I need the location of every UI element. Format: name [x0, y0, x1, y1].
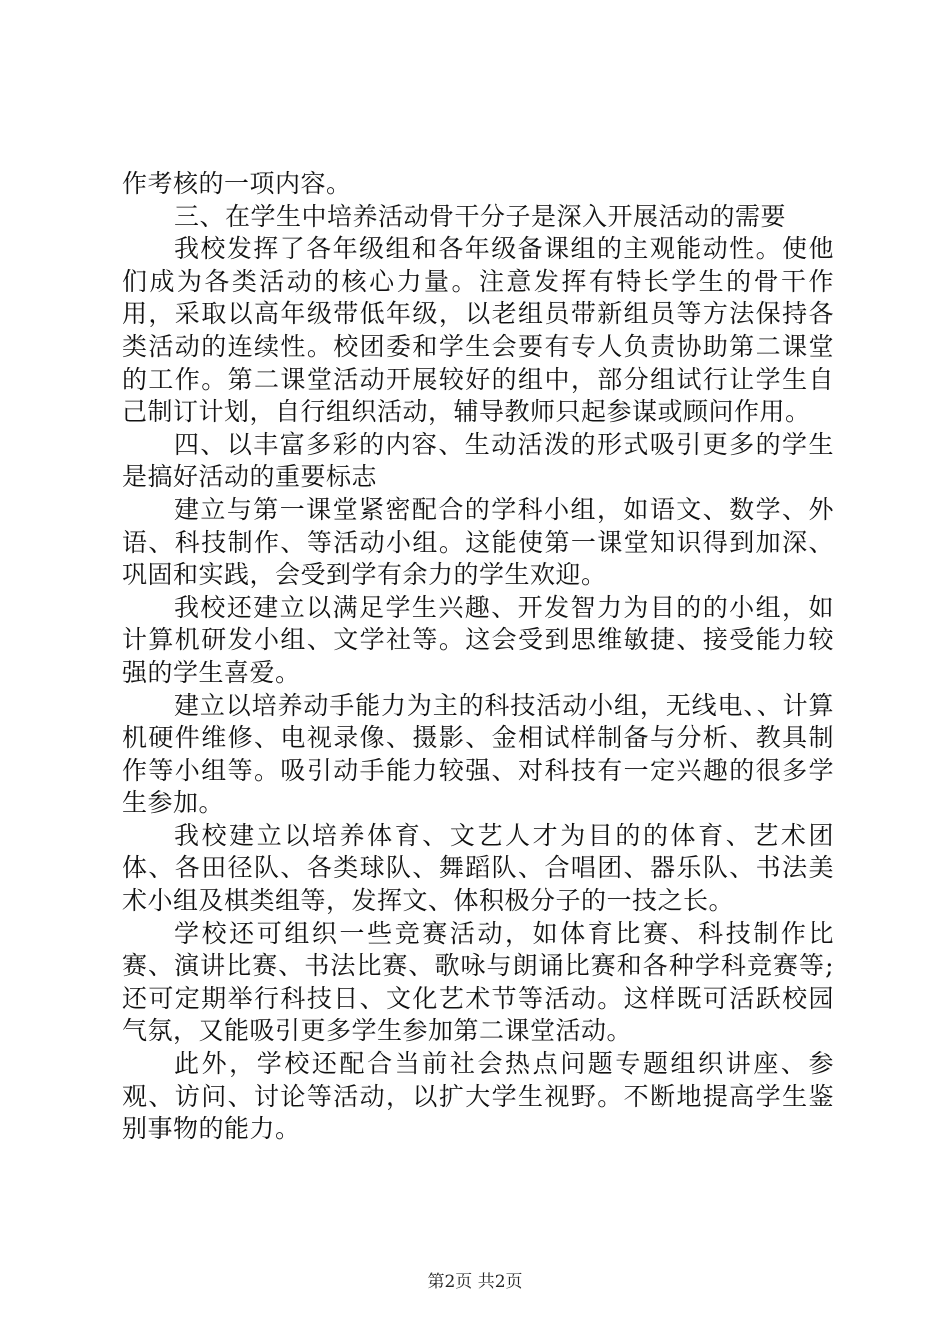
paragraph: 我校还建立以满足学生兴趣、开发智力为目的的小组，如计算机研发小组、文学社等。这会受到思维敏捷、接受能力较强的学生喜爱。 [122, 592, 834, 687]
paragraph: 我校发挥了各年级组和各年级备课组的主观能动性。使他们成为各类活动的核心力量。注意发挥有特长学生的骨干作用，采取以高年级带低年级，以老组员带新组员等方法保持各类活动的连续性。校团委和学生会要有专人负责协助第二课堂的工作。第二课堂活动开展较好的组中，部分组试行让学生自己制订计划，自行组织活动，辅导教师只起参谋或顾问作用。 [122, 234, 834, 427]
page-number-label: 第2页 共2页 [427, 1272, 523, 1292]
paragraph: 此外，学校还配合当前社会热点问题专题组织讲座、参观、访问、讨论等活动，以扩大学生视野。不断地提高学生鉴别事物的能力。 [122, 1049, 834, 1144]
paragraph: 我校建立以培养体育、文艺人才为目的的体育、艺术团体、各田径队、各类球队、舞蹈队、合唱团、器乐队、书法美术小组及棋类组等，发挥文、体积极分子的一技之长。 [122, 820, 834, 916]
section-heading-3: 三、在学生中培养活动骨干分子是深入开展活动的需要 [174, 201, 787, 231]
document-body [122, 168, 834, 1146]
paragraph: 建立以培养动手能力为主的科技活动小组，无线电、、计算机硬件维修、电视录像、摄影、金相试样制备与分析、教具制作等小组等。吸引动手能力较强、对科技有一定兴趣的很多学生参加。 [122, 690, 834, 818]
paragraph: 学校还可组织一些竞赛活动，如体育比赛、科技制作比赛、演讲比赛、书法比赛、歌咏与朗诵比赛和各种学科竞赛等;还可定期举行科技日、文化艺术节等活动。这样既可活跃校园气氛，又能吸引更多学生参加第二课堂活动。 [122, 918, 834, 1046]
section-heading-4: 四、以丰富多彩的内容、生动活泼的形式吸引更多的学生是搞好活动的重要标志 [122, 429, 834, 492]
page-footer [0, 1271, 950, 1293]
paragraph: 建立与第一课堂紧密配合的学科小组，如语文、数学、外语、科技制作、等活动小组。这能使第一课堂知识得到加深、巩固和实践，会受到学有余力的学生欢迎。 [122, 494, 834, 590]
paragraph-continuation: 作考核的一项内容。 [122, 169, 352, 198]
